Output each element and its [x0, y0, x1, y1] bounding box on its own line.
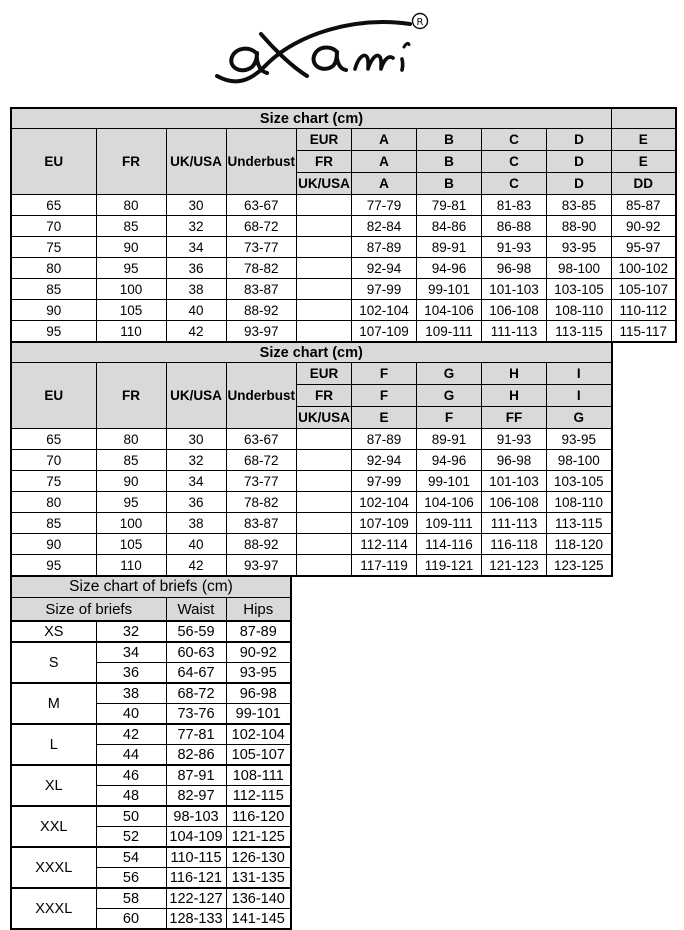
table-row — [11, 847, 291, 868]
size-cell: 75 — [11, 237, 96, 258]
table-row — [11, 806, 291, 827]
bust-range-cell: 110-112 — [612, 300, 676, 321]
table-row — [11, 534, 612, 555]
size-cell: 95 — [96, 258, 166, 279]
size-cell: 100 — [96, 513, 166, 534]
blank-cell — [297, 471, 352, 492]
bust-range-cell: 95-97 — [612, 237, 676, 258]
waist-range-cell: 128-133 — [166, 909, 226, 930]
bust-range-cell: 98-100 — [547, 258, 612, 279]
briefs-number-cell: 34 — [96, 642, 166, 663]
size-cell: 34 — [166, 471, 226, 492]
waist-range-cell: 116-121 — [166, 868, 226, 889]
size-cell: 30 — [166, 429, 226, 450]
waist-range-cell: 64-67 — [166, 663, 226, 684]
size-cell: 70 — [11, 450, 96, 471]
briefs-size-label: XXXL — [11, 847, 96, 888]
logo-i-dot — [404, 43, 409, 47]
size-cell: 63-67 — [226, 429, 297, 450]
size-cell: 85 — [96, 216, 166, 237]
col-header: FR — [96, 363, 166, 429]
table-title-row — [11, 108, 676, 129]
cup-size-header: FF — [482, 407, 547, 429]
col-header: EU — [11, 363, 96, 429]
size-cell: 63-67 — [226, 195, 297, 216]
bust-range-cell: 98-100 — [547, 450, 612, 471]
cup-size-header: A — [352, 173, 417, 195]
bust-range-cell: 91-93 — [482, 237, 547, 258]
briefs-number-cell: 46 — [96, 765, 166, 786]
bra2-body — [11, 363, 612, 577]
cup-size-header: B — [417, 151, 482, 173]
cup-size-header: C — [482, 129, 547, 151]
table-row — [11, 300, 676, 321]
blank-cell — [297, 492, 352, 513]
size-cell: 68-72 — [226, 216, 297, 237]
hips-range-cell: 96-98 — [226, 683, 291, 704]
size-cell: 40 — [166, 300, 226, 321]
bust-range-cell: 92-94 — [352, 258, 417, 279]
briefs-body — [11, 621, 291, 929]
size-cell: 93-97 — [226, 555, 297, 577]
bust-range-cell: 115-117 — [612, 321, 676, 343]
charts-container — [10, 107, 677, 930]
size-cell: 90 — [11, 534, 96, 555]
col-header-hips: Hips — [226, 598, 291, 622]
system-label: EUR — [297, 129, 352, 151]
briefs-number-cell: 48 — [96, 786, 166, 807]
cup-size-header: G — [547, 407, 612, 429]
table-row — [11, 258, 676, 279]
waist-range-cell: 56-59 — [166, 621, 226, 642]
waist-range-cell: 82-86 — [166, 745, 226, 766]
logo-a1 — [231, 49, 267, 73]
bust-range-cell: 81-83 — [482, 195, 547, 216]
size-cell: 80 — [11, 492, 96, 513]
briefs-size-label: L — [11, 724, 96, 765]
size-cell: 88-92 — [226, 534, 297, 555]
hips-range-cell: 121-125 — [226, 827, 291, 848]
table-title: Size chart (cm) — [11, 108, 612, 129]
table-title-row — [11, 342, 612, 363]
bust-range-cell: 77-79 — [352, 195, 417, 216]
bust-range-cell: 99-101 — [417, 279, 482, 300]
col-header: EU — [11, 129, 96, 195]
blank-cell — [297, 195, 352, 216]
bust-range-cell: 109-111 — [417, 321, 482, 343]
table-row — [11, 683, 291, 704]
size-cell: 65 — [11, 429, 96, 450]
size-cell: 110 — [96, 555, 166, 577]
cup-size-header: D — [547, 151, 612, 173]
bust-range-cell: 91-93 — [482, 429, 547, 450]
cup-size-header: E — [612, 151, 676, 173]
bust-range-cell: 108-110 — [547, 492, 612, 513]
bust-range-cell: 100-102 — [612, 258, 676, 279]
blank-cell — [297, 321, 352, 343]
bust-range-cell: 83-85 — [547, 195, 612, 216]
system-label: UK/USA — [297, 407, 352, 429]
bust-range-cell: 108-110 — [547, 300, 612, 321]
waist-range-cell: 73-76 — [166, 704, 226, 725]
hips-range-cell: 131-135 — [226, 868, 291, 889]
bust-range-cell: 119-121 — [417, 555, 482, 577]
size-cell: 78-82 — [226, 258, 297, 279]
size-cell: 105 — [96, 534, 166, 555]
size-cell: 110 — [96, 321, 166, 343]
bust-range-cell: 85-87 — [612, 195, 676, 216]
briefs-number-cell: 54 — [96, 847, 166, 868]
logo-a2 — [314, 47, 346, 70]
blank-cell — [297, 237, 352, 258]
bust-range-cell: 117-119 — [352, 555, 417, 577]
hips-range-cell: 90-92 — [226, 642, 291, 663]
bust-range-cell: 118-120 — [547, 534, 612, 555]
cup-size-header: E — [612, 129, 676, 151]
bust-range-cell: 102-104 — [352, 492, 417, 513]
cup-size-header: H — [482, 363, 547, 385]
hips-range-cell: 112-115 — [226, 786, 291, 807]
system-label: EUR — [297, 363, 352, 385]
bust-range-cell: 106-108 — [482, 300, 547, 321]
corner-cell — [612, 108, 676, 129]
size-cell: 85 — [96, 450, 166, 471]
blank-cell — [297, 555, 352, 577]
blank-cell — [297, 258, 352, 279]
size-cell: 34 — [166, 237, 226, 258]
bust-range-cell: 109-111 — [417, 513, 482, 534]
col-header: FR — [96, 129, 166, 195]
table-row — [11, 471, 612, 492]
size-cell: 80 — [11, 258, 96, 279]
col-header-waist: Waist — [166, 598, 226, 622]
bust-range-cell: 94-96 — [417, 258, 482, 279]
table-title: Size chart of briefs (cm) — [11, 576, 291, 598]
bust-range-cell: 104-106 — [417, 492, 482, 513]
size-cell: 88-92 — [226, 300, 297, 321]
bust-range-cell: 104-106 — [417, 300, 482, 321]
table-row — [11, 621, 291, 642]
size-cell: 85 — [11, 513, 96, 534]
briefs-number-cell: 36 — [96, 663, 166, 684]
cup-size-header: I — [547, 363, 612, 385]
blank-cell — [297, 513, 352, 534]
bust-range-cell: 111-113 — [482, 513, 547, 534]
bust-range-cell: 84-86 — [417, 216, 482, 237]
bust-range-cell: 113-115 — [547, 513, 612, 534]
size-cell: 32 — [166, 216, 226, 237]
cup-size-header: F — [352, 363, 417, 385]
briefs-size-label: M — [11, 683, 96, 724]
size-cell: 32 — [166, 450, 226, 471]
bust-range-cell: 90-92 — [612, 216, 676, 237]
size-cell: 73-77 — [226, 237, 297, 258]
size-cell: 83-87 — [226, 513, 297, 534]
briefs-number-cell: 58 — [96, 888, 166, 909]
table-row — [11, 492, 612, 513]
bust-range-cell: 111-113 — [482, 321, 547, 343]
cup-size-header: G — [417, 363, 482, 385]
bust-range-cell: 101-103 — [482, 279, 547, 300]
col-header: UK/USA — [166, 129, 226, 195]
size-cell: 80 — [96, 195, 166, 216]
logo-m — [355, 56, 393, 69]
briefs-size-label: XXL — [11, 806, 96, 847]
size-cell: 75 — [11, 471, 96, 492]
size-cell: 85 — [11, 279, 96, 300]
bust-range-cell: 96-98 — [482, 450, 547, 471]
waist-range-cell: 82-97 — [166, 786, 226, 807]
col-header: Underbust — [226, 363, 297, 429]
table-row — [11, 765, 291, 786]
hips-range-cell: 116-120 — [226, 806, 291, 827]
bust-range-cell: 101-103 — [482, 471, 547, 492]
briefs-size-label: S — [11, 642, 96, 683]
bust-range-cell: 99-101 — [417, 471, 482, 492]
bust-range-cell: 123-125 — [547, 555, 612, 577]
hips-range-cell: 108-111 — [226, 765, 291, 786]
bust-range-cell: 97-99 — [352, 279, 417, 300]
briefs-size-label: XL — [11, 765, 96, 806]
cup-size-header: C — [482, 151, 547, 173]
header-row — [11, 598, 291, 622]
briefs-number-cell: 32 — [96, 621, 166, 642]
blank-cell — [297, 534, 352, 555]
table-row — [11, 513, 612, 534]
bust-range-cell: 112-114 — [352, 534, 417, 555]
hips-range-cell: 136-140 — [226, 888, 291, 909]
cup-size-header: G — [417, 385, 482, 407]
size-cell: 30 — [166, 195, 226, 216]
size-cell: 95 — [96, 492, 166, 513]
size-cell: 90 — [96, 237, 166, 258]
bust-range-cell: 92-94 — [352, 450, 417, 471]
header-row — [11, 363, 612, 385]
bust-range-cell: 105-107 — [612, 279, 676, 300]
table-title: Size chart (cm) — [11, 342, 612, 363]
hips-range-cell: 99-101 — [226, 704, 291, 725]
cup-size-header: DD — [612, 173, 676, 195]
briefs-size-label: XS — [11, 621, 96, 642]
table-row — [11, 642, 291, 663]
cup-size-header: F — [352, 385, 417, 407]
axami-logo — [205, 8, 440, 92]
bust-range-cell: 106-108 — [482, 492, 547, 513]
table-row — [11, 195, 676, 216]
cup-size-header: H — [482, 385, 547, 407]
bust-range-cell: 86-88 — [482, 216, 547, 237]
waist-range-cell: 122-127 — [166, 888, 226, 909]
waist-range-cell: 104-109 — [166, 827, 226, 848]
cup-size-header: B — [417, 129, 482, 151]
cup-size-header: A — [352, 129, 417, 151]
blank-cell — [297, 429, 352, 450]
bust-range-cell: 89-91 — [417, 237, 482, 258]
briefs-size-label: XXXL — [11, 888, 96, 929]
briefs-number-cell: 40 — [96, 704, 166, 725]
waist-range-cell: 68-72 — [166, 683, 226, 704]
bust-range-cell: 93-95 — [547, 429, 612, 450]
bust-range-cell: 116-118 — [482, 534, 547, 555]
cup-size-header: F — [417, 407, 482, 429]
table-row — [11, 888, 291, 909]
size-cell: 78-82 — [226, 492, 297, 513]
bust-range-cell: 103-105 — [547, 279, 612, 300]
waist-range-cell: 77-81 — [166, 724, 226, 745]
size-cell: 36 — [166, 258, 226, 279]
bra1-body — [11, 129, 676, 343]
size-cell: 95 — [11, 555, 96, 577]
size-cell: 40 — [166, 534, 226, 555]
bust-range-cell: 97-99 — [352, 471, 417, 492]
size-cell: 36 — [166, 492, 226, 513]
col-header: Underbust — [226, 129, 297, 195]
cup-size-header: A — [352, 151, 417, 173]
bust-range-cell: 102-104 — [352, 300, 417, 321]
size-cell: 100 — [96, 279, 166, 300]
bust-range-cell: 96-98 — [482, 258, 547, 279]
briefs-number-cell: 38 — [96, 683, 166, 704]
hips-range-cell: 87-89 — [226, 621, 291, 642]
waist-range-cell: 87-91 — [166, 765, 226, 786]
bust-range-cell: 103-105 — [547, 471, 612, 492]
cup-size-header: B — [417, 173, 482, 195]
bust-range-cell: 114-116 — [417, 534, 482, 555]
size-cell: 95 — [11, 321, 96, 343]
header-row — [11, 129, 676, 151]
system-label: FR — [297, 385, 352, 407]
size-cell: 65 — [11, 195, 96, 216]
table-row — [11, 429, 612, 450]
briefs-number-cell: 42 — [96, 724, 166, 745]
hips-range-cell: 102-104 — [226, 724, 291, 745]
hips-range-cell: 126-130 — [226, 847, 291, 868]
table-title-row — [11, 576, 291, 598]
size-cell: 83-87 — [226, 279, 297, 300]
system-label: FR — [297, 151, 352, 173]
bra-size-chart-2 — [10, 341, 613, 577]
table-row — [11, 555, 612, 577]
waist-range-cell: 110-115 — [166, 847, 226, 868]
bust-range-cell: 89-91 — [417, 429, 482, 450]
hips-range-cell: 141-145 — [226, 909, 291, 930]
waist-range-cell: 98-103 — [166, 806, 226, 827]
logo-swash-stroke — [217, 22, 410, 81]
briefs-number-cell: 44 — [96, 745, 166, 766]
size-cell: 38 — [166, 513, 226, 534]
registered-mark-r: R — [416, 16, 424, 28]
hips-range-cell: 93-95 — [226, 663, 291, 684]
logo-i — [402, 59, 403, 70]
size-cell: 73-77 — [226, 471, 297, 492]
cup-size-header: I — [547, 385, 612, 407]
size-cell: 93-97 — [226, 321, 297, 343]
bust-range-cell: 82-84 — [352, 216, 417, 237]
waist-range-cell: 60-63 — [166, 642, 226, 663]
briefs-number-cell: 60 — [96, 909, 166, 930]
bust-range-cell: 79-81 — [417, 195, 482, 216]
size-cell: 90 — [96, 471, 166, 492]
size-cell: 80 — [96, 429, 166, 450]
system-label: UK/USA — [297, 173, 352, 195]
briefs-number-cell: 50 — [96, 806, 166, 827]
bust-range-cell: 107-109 — [352, 513, 417, 534]
cup-size-header: C — [482, 173, 547, 195]
bust-range-cell: 94-96 — [417, 450, 482, 471]
blank-cell — [297, 216, 352, 237]
briefs-number-cell: 52 — [96, 827, 166, 848]
blank-cell — [297, 450, 352, 471]
bust-range-cell: 93-95 — [547, 237, 612, 258]
size-cell: 68-72 — [226, 450, 297, 471]
cup-size-header: E — [352, 407, 417, 429]
bust-range-cell: 87-89 — [352, 429, 417, 450]
hips-range-cell: 105-107 — [226, 745, 291, 766]
bust-range-cell: 88-90 — [547, 216, 612, 237]
table-row — [11, 450, 612, 471]
size-cell: 38 — [166, 279, 226, 300]
table-row — [11, 279, 676, 300]
bust-range-cell: 87-89 — [352, 237, 417, 258]
size-cell: 42 — [166, 321, 226, 343]
bra-size-chart-1 — [10, 107, 677, 343]
table-row — [11, 321, 676, 343]
table-row — [11, 724, 291, 745]
briefs-size-chart — [10, 575, 292, 930]
cup-size-header: D — [547, 129, 612, 151]
briefs-number-cell: 56 — [96, 868, 166, 889]
size-cell: 70 — [11, 216, 96, 237]
cup-size-header: D — [547, 173, 612, 195]
size-cell: 90 — [11, 300, 96, 321]
size-cell: 42 — [166, 555, 226, 577]
bust-range-cell: 121-123 — [482, 555, 547, 577]
table-row — [11, 237, 676, 258]
size-cell: 105 — [96, 300, 166, 321]
blank-cell — [297, 279, 352, 300]
bust-range-cell: 113-115 — [547, 321, 612, 343]
col-header: UK/USA — [166, 363, 226, 429]
col-header-size: Size of briefs — [11, 598, 166, 622]
table-row — [11, 216, 676, 237]
blank-cell — [297, 300, 352, 321]
bust-range-cell: 107-109 — [352, 321, 417, 343]
